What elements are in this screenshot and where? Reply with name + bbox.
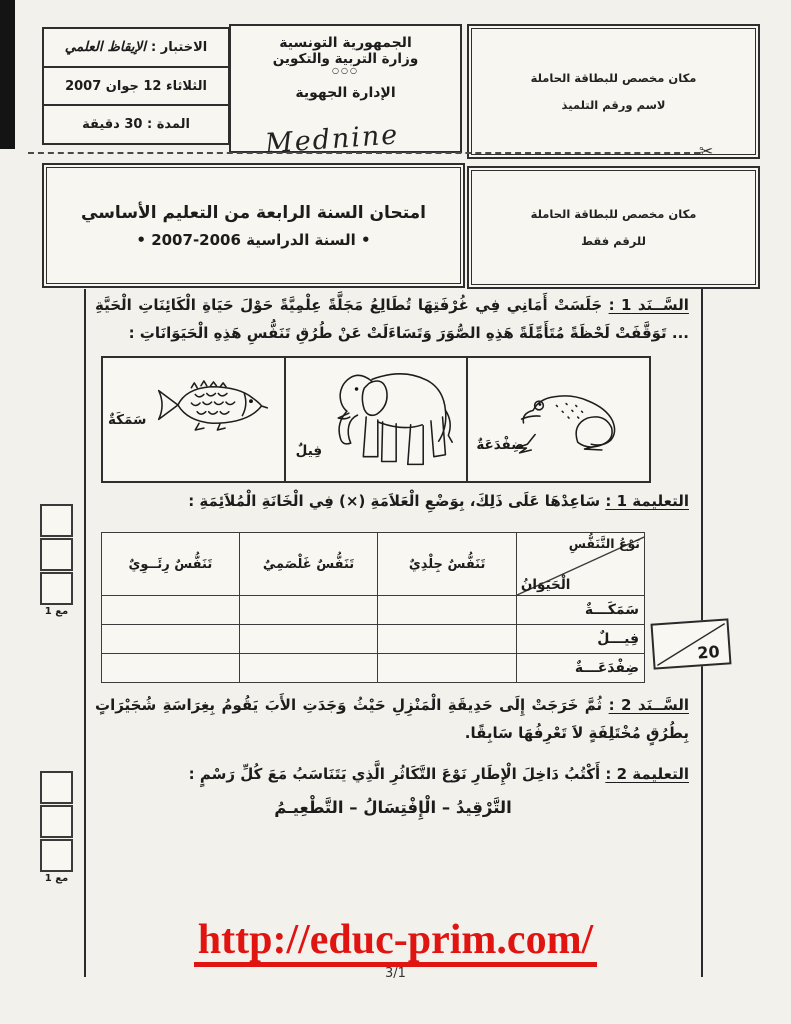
number-card-line2: للرقم فقط: [581, 234, 646, 248]
ministry-name: وزارة التربية والتكوين: [272, 51, 419, 67]
exam-info-box: [42, 27, 230, 145]
column-header-gill: تَنَفُّسٌ غَلْصَمِيٌ: [239, 533, 378, 596]
main-content: [95, 292, 691, 858]
sanad2-text: ثُمَّ خَرَجَتْ إِلَى حَدِيقَةِ الْمَنْزِلِ حَيْثُ وَجَدَتِ الأَبَ يَقُومُ بِغِرَاسَةِ شُجَيْرَاتٍ بِطُرُقٍ مُخْتَلِفَةٍ لاَ تَعْرِفُهَا سَابِقًا.: [95, 696, 689, 742]
school-year: • السنة الدراسية 2006-2007 •: [136, 230, 371, 249]
ministry-box: [229, 24, 462, 160]
page-number: 3/1: [385, 966, 406, 981]
instruction2-options: التَّرْقِيدُ – الْإِفْتِسَالُ – التَّطْعِيـمُ: [274, 798, 512, 817]
instruction2-paragraph: [95, 761, 689, 789]
instruction2-label: التعليمة 2 :: [605, 765, 689, 783]
instruction1-paragraph: [95, 488, 689, 516]
instruction1-label: التعليمة 1 :: [605, 492, 689, 510]
instruction1-text: سَاعِدْهَا عَلَى ذَلِكَ، بِوَضْعِ الْعَلاَمَةِ (×) فِي الْخَانَةِ الْمُلاَئِمَةِ :: [188, 492, 601, 510]
name-card-line2: لاسم ورقم التلميذ: [561, 98, 666, 112]
criterion-checkbox: [40, 538, 73, 571]
table-row-elephant: [102, 625, 645, 654]
sanad2-label: السَّــنَد 2 :: [608, 696, 689, 714]
content-left-border: [84, 289, 86, 977]
fish-illustration: [151, 372, 276, 442]
answer-cell: [102, 625, 240, 654]
corner-top-label: نَوْعُ التَّنَفُّسِ: [568, 536, 640, 551]
elephant-label: فِيلٌ: [295, 443, 323, 459]
sanad1-paragraph: [95, 292, 689, 348]
name-card-line1: مكان مخصص للبطاقة الحاملة: [530, 71, 697, 85]
sanad2-paragraph: [95, 692, 689, 748]
answer-cell: [378, 596, 517, 625]
criterion-checkbox: [40, 771, 73, 804]
row-label-elephant: فِيـــلٌ: [516, 625, 644, 654]
separator-dots-icon: ○○○: [332, 66, 359, 75]
column-header-skin: تَنَفُّسٌ جِلْدِيٌ: [378, 533, 517, 596]
exam-label: الاختبار :: [151, 39, 208, 55]
table-corner-cell: [516, 533, 644, 596]
frog-cell: [466, 358, 649, 481]
number-card-box: [467, 166, 760, 289]
table-row-frog: [102, 654, 645, 683]
answer-cell: [239, 625, 378, 654]
row-label-fish: سَمَكَـــةٌ: [516, 596, 644, 625]
answer-cell: [378, 654, 517, 683]
exam-title: امتحان السنة الرابعة من التعليم الأساسي: [81, 202, 426, 223]
score-value: 20: [696, 642, 721, 663]
column-header-lung: تَنَفُّسٌ رِئَــوِيٌ: [102, 533, 240, 596]
exam-date-row: [44, 68, 228, 107]
name-card-box: [467, 24, 760, 159]
criterion-label-1: مع 1: [44, 606, 69, 617]
score-box: [650, 618, 731, 669]
criterion-checkbox: [40, 504, 73, 537]
website-link[interactable]: http://educ-prim.com/: [194, 918, 597, 967]
fish-label: سَمَكَةٌ: [108, 412, 147, 428]
table-row-fish: [102, 596, 645, 625]
criterion-checkbox: [40, 805, 73, 838]
elephant-cell: [284, 358, 467, 481]
exam-name: الإيقاظ العلمي: [64, 39, 147, 56]
criterion-marks-1: [40, 504, 73, 617]
scan-edge-mark: [0, 0, 15, 149]
answer-cell: [239, 654, 378, 683]
answer-cell: [102, 596, 240, 625]
criterion-checkbox: [40, 839, 73, 872]
criterion-checkbox: [40, 572, 73, 605]
footer: [0, 918, 791, 967]
corner-bottom-label: الْحَيَوَانُ: [520, 577, 571, 593]
breathing-table: [101, 532, 645, 683]
exam-subject-row: [44, 29, 228, 68]
cut-line: [28, 152, 700, 154]
answer-cell: [239, 596, 378, 625]
answer-cell: [378, 625, 517, 654]
exam-date: الثلاثاء 12 جوان 2007: [65, 78, 207, 94]
exam-duration: المدة : 30 دقيقة: [82, 117, 190, 133]
elephant-illustration: [314, 362, 459, 480]
exam-duration-row: [44, 106, 228, 143]
sanad1-label: السَّــنَد 1 :: [608, 296, 689, 314]
animals-box: [101, 356, 651, 483]
number-card-line1: مكان مخصص للبطاقة الحاملة: [530, 207, 697, 221]
fish-cell: [103, 358, 284, 481]
table-header-row: [102, 533, 645, 596]
country-name: الجمهورية التونسية: [279, 35, 412, 51]
frog-label: ضِفْدَعَةٌ: [476, 437, 525, 453]
answer-cell: [102, 654, 240, 683]
frog-illustration: [508, 384, 630, 460]
sanad1-text: جَلَسَتْ أَمَانِي فِي غُرْفَتِهَا تُطَالِعُ مَجَلَّةً عِلْمِيَّةً حَوْلَ حَيَاةِ الْكَائِنَاتِ الْحَيَّةِ ... تَوَقَّفَتْ لَحْظَةً مُتَأَمِّلَةً هَذِهِ الصُّوَرَ وَتَسَاءَلَتْ عَنْ طُرُقِ تَنَفُّسِ هَذِهِ الْحَيَوَانَاتِ :: [95, 296, 689, 342]
criterion-marks-2: [40, 771, 73, 884]
row-label-frog: ضِفْدَعَـــةٌ: [516, 654, 644, 683]
regional-admin-label: الإدارة الجهوية: [295, 85, 396, 101]
instruction2-text: أَكْتُبُ دَاخِلَ الْإِطَارِ نَوْعَ التَّكَاثُرِ الَّذِي يَتَنَاسَبُ مَعَ كُلِّ رَسْمٍ :: [188, 765, 601, 783]
region-handwritten: Mednine: [264, 119, 401, 160]
criterion-label-2: مع 1: [44, 873, 69, 884]
scissors-icon: ✂: [699, 142, 714, 162]
exam-title-box: [42, 163, 465, 288]
